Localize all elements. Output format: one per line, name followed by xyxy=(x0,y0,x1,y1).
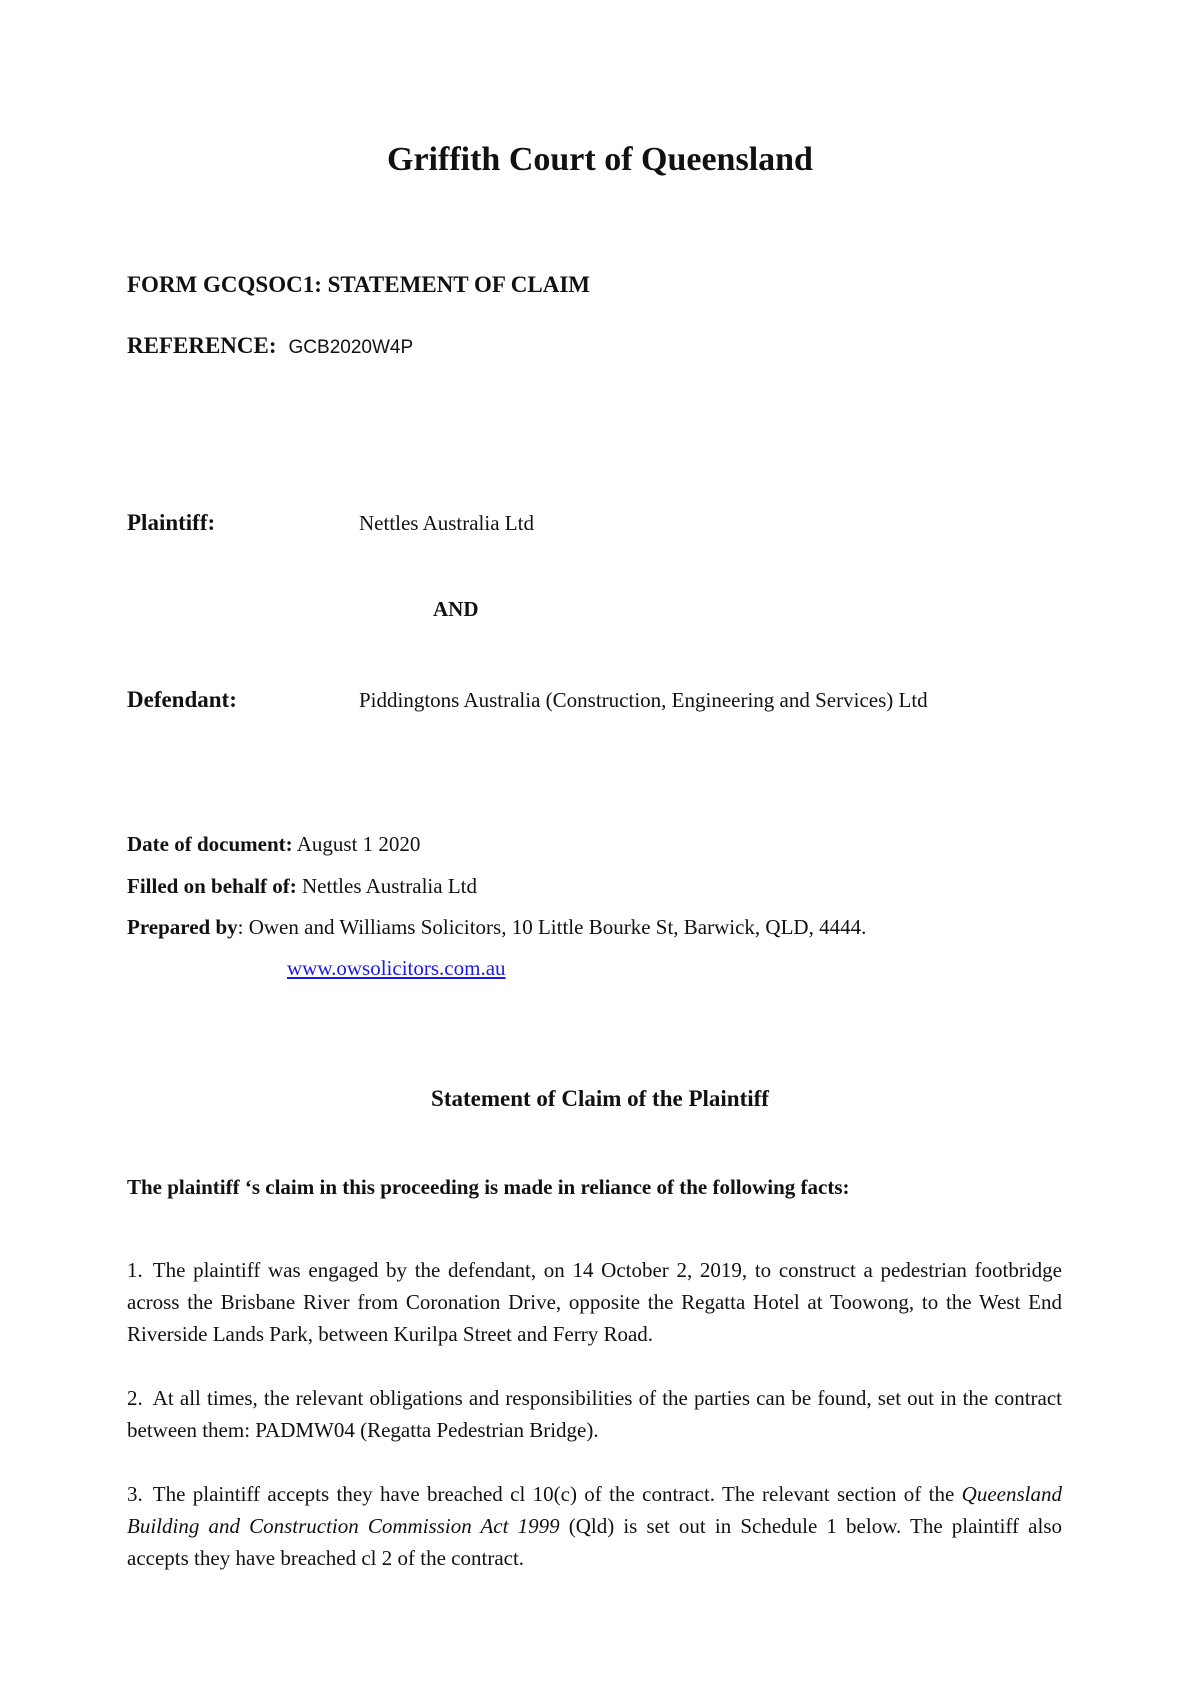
filed-on-behalf xyxy=(127,871,477,901)
date-of-document xyxy=(127,829,420,859)
plaintiff-label: Plaintiff: xyxy=(127,510,216,535)
claim-intro: The plaintiff ‘s claim in this proceeding is made in reliance of the following facts: xyxy=(127,1175,850,1199)
paragraph-text: The plaintiff was engaged by the defendant, on 14 October 2, 2019, to construct a pedestrian footbridge across the Brisbane River from Coronation Drive, opposite the Regatta Hotel at Toowong, to the West End Riverside Lands Park, between Kurilpa Street and Ferry Road. xyxy=(127,1258,1062,1346)
defendant-value: Piddingtons Australia (Construction, Engineering and Services) Ltd xyxy=(359,688,928,712)
paragraph-number: 1. xyxy=(127,1258,143,1282)
claim-paragraph-2 xyxy=(127,1382,1062,1446)
website-link[interactable]: www.owsolicitors.com.au xyxy=(287,956,506,980)
form-title: FORM GCQSOC1: STATEMENT OF CLAIM xyxy=(127,272,590,297)
paragraph-text: The plaintiff accepts they have breached cl 10(c) of the contract. The relevant section of the xyxy=(152,1482,962,1506)
filed-value: Nettles Australia Ltd xyxy=(296,874,477,898)
date-label: Date of document: xyxy=(127,832,293,856)
filed-label: Filled on behalf of: xyxy=(127,874,297,898)
paragraph-text-continued: (Qld) is set out in Schedule 1 below. The plaintiff also accepts they have breached cl 2 of the contract. xyxy=(127,1514,1062,1570)
claim-paragraph-3 xyxy=(127,1478,1062,1574)
reference-line xyxy=(127,331,413,363)
prepared-value: : Owen and Williams Solicitors, 10 Little Bourke St, Barwick, QLD, 4444. xyxy=(237,915,867,939)
prepared-by xyxy=(127,912,866,942)
defendant-label: Defendant: xyxy=(127,687,237,712)
section-heading: Statement of Claim of the Plaintiff xyxy=(431,1086,769,1111)
reference-value: GCB2020W4P xyxy=(288,337,414,358)
paragraph-number: 3. xyxy=(127,1482,143,1506)
court-title: Griffith Court of Queensland xyxy=(387,141,813,178)
and-separator: AND xyxy=(433,597,479,621)
claim-paragraph-1 xyxy=(127,1254,1062,1350)
paragraph-number: 2. xyxy=(127,1386,143,1410)
reference-label: REFERENCE: xyxy=(127,333,277,358)
prepared-label: Prepared by xyxy=(127,915,238,939)
paragraph-text: At all times, the relevant obligations and responsibilities of the parties can be found, set out in the contract between them: PADMW04 (Regatta Pedestrian Bridge). xyxy=(127,1386,1062,1442)
act-title: Queensland Building and Construction Commission Act 1999 xyxy=(127,1482,1062,1538)
plaintiff-value: Nettles Australia Ltd xyxy=(359,511,534,535)
date-value: August 1 2020 xyxy=(292,832,421,856)
